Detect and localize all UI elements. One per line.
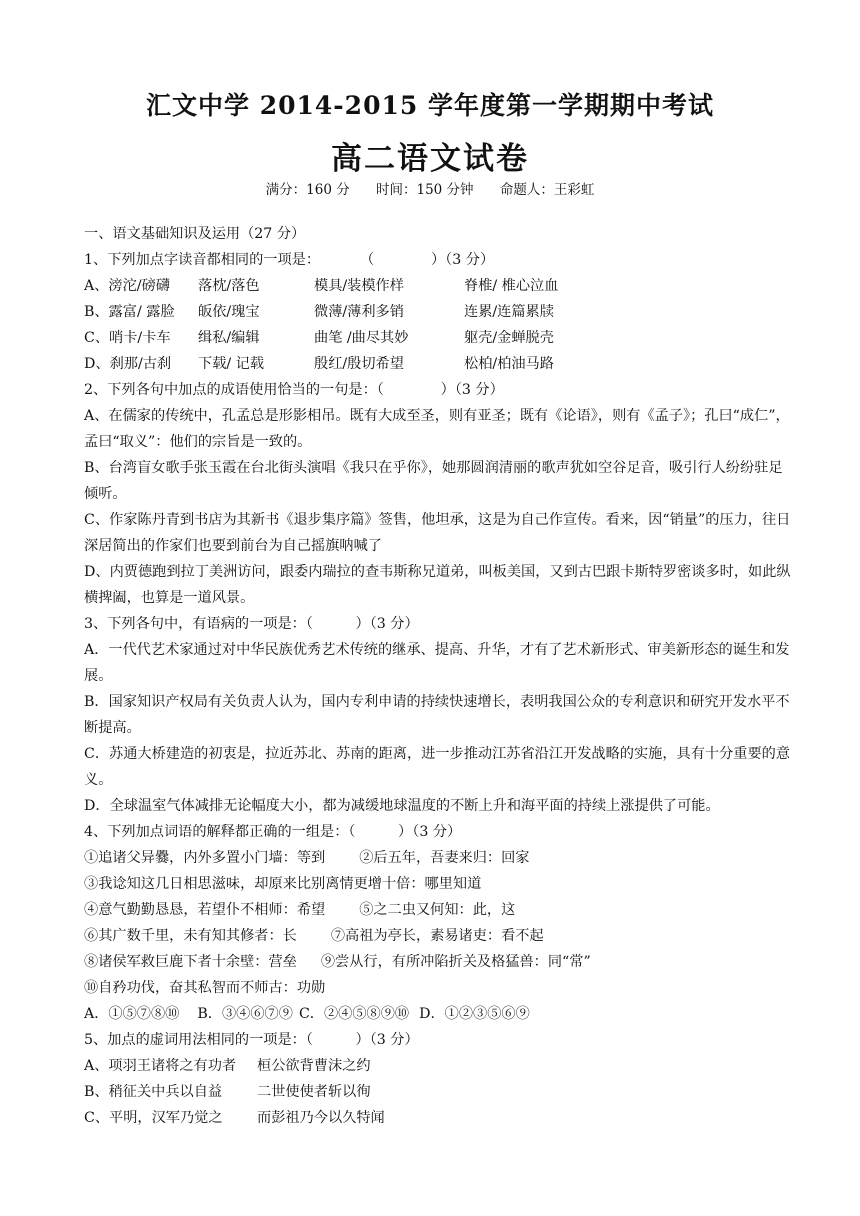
answer-blank: （ ）（3 分） [360, 252, 495, 268]
question-1-stem: 1、下列加点字读音都相同的一项是： （ ）（3 分） [84, 252, 495, 268]
q2-option-c: C、作家陈丹青到书店为其新书《退步集序篇》签售，他坦承，这是为自己作宣传。看来，因“销量”的压力，往日深居简出的作家们也要到前台为自己摇旗呐喊了 [84, 512, 791, 554]
q1-option-row: A、滂沱/磅礴 落枕/落色 模具/装模作样 脊椎/ 椎心泣血 [84, 278, 559, 294]
q4-item-row: ⑩自矜功伐，奋其私智而不师古：功勋 [84, 980, 326, 996]
q1-option-row: D、刹那/古刹 下载/ 记载 殷红/殷切希望 松柏/柏油马路 [84, 356, 554, 372]
exam-meta [0, 178, 860, 198]
q4-item-row: ③我谂知这几日相思滋味，却原来比别离情更增十倍：哪里知道 [84, 876, 482, 892]
question-3-stem: 3、下列各句中，有语病的一项是：（ ）（3 分） [84, 616, 419, 632]
question-5-stem: 5、加点的虚词用法相同的一项是：（ ）（3 分） [84, 1032, 419, 1048]
q4-choice-a: A．①⑤⑦⑧⑩ [84, 1006, 180, 1022]
q4-choice-b: B．③④⑥⑦⑨ [197, 1006, 293, 1022]
q1-option-row: B、露富/ 露脸 皈依/瑰宝 微薄/薄利多销 连累/连篇累牍 [84, 304, 554, 320]
q4-choices [84, 1001, 792, 1027]
q5-option-row: A、项羽王诸将之有功者 桓公欲背曹沫之约 [84, 1058, 371, 1074]
q5-option-row: C、平明，汉军乃觉之 而彭祖乃今以久特闻 [84, 1110, 385, 1126]
q5-option-row: B、稍征关中兵以自益 二世使使者斩以徇 [84, 1084, 371, 1100]
question-2-stem: 2、下列各句中加点的成语使用恰当的一句是：（ ）（3 分） [84, 382, 504, 398]
q4-choice-c: C．②④⑤⑧⑨⑩ [298, 1006, 410, 1022]
exam-paper-title: 高二语文试卷 [331, 141, 529, 177]
q2-option-d: D、内贾德跑到拉丁美洲访问，跟委内瑞拉的查韦斯称兄道弟，叫板美国，又到古巴跟卡斯特罗密谈多时，如此纵横捭阖，也算是一道风景。 [84, 564, 791, 606]
q4-item-row: ④意气勤勤恳恳，若望仆不相师：希望 ⑤之二虫又何知：此，这 [84, 902, 516, 918]
q3-option-c: C．苏通大桥建造的初衷是，拉近苏北、苏南的距离，进一步推动江苏省沿江开发战略的实施，具有十分重要的意义。 [84, 746, 791, 788]
q2-option-b: B、台湾盲女歌手张玉霞在台北街头演唱《我只在乎你》，她那圆润清丽的歌声犹如空谷足音，吸引行人纷纷驻足倾听。 [84, 460, 783, 502]
q4-choice-d: D．①②③⑤⑥⑨ [419, 1006, 530, 1022]
q4-item-row: ⑥其广数千里，未有知其修者：长 ⑦高祖为亭长，素易诸吏：看不起 [84, 928, 544, 944]
exam-author: 命题人：王彩虹 [499, 182, 595, 198]
question-4-stem: 4、下列加点词语的解释都正确的一组是：（ ）（3 分） [84, 824, 462, 840]
school-exam-title: 汇文中学 2014-2015 学年度第一学期期中考试 [146, 91, 714, 120]
q3-option-b: B．国家知识产权局有关负责人认为，国内专利申请的持续快速增长，表明我国公众的专利意识和研究开发水平不断提高。 [84, 694, 790, 736]
q4-item-row: ①追诸父异爨，内外多置小门墙：等到 ②后五年，吾妻来归：回家 [84, 850, 530, 866]
section-heading: 一、语文基础知识及运用（27 分） [84, 226, 306, 242]
q1-option-row: C、哨卡/卡车 缉私/编辑 曲笔 /曲尽其妙 躯壳/金蝉脱壳 [84, 330, 554, 346]
exam-content [84, 221, 792, 1131]
exam-time: 时间：150 分钟 [376, 182, 474, 198]
q2-option-a: A、在儒家的传统中，孔孟总是形影相吊。既有大成至圣，则有亚圣；既有《论语》，则有《孟子》；孔曰“成仁”，孟曰“取义”：他们的宗旨是一致的。 [84, 408, 790, 450]
q4-item-row: ⑧诸侯军救巨鹿下者十余壁：营垒 ⑨尝从行，有所冲陷折关及格猛兽：同“常” [84, 954, 591, 970]
full-score: 满分：160 分 [265, 182, 350, 198]
q3-option-d: D．全球温室气体减排无论幅度大小，都为减缓地球温度的不断上升和海平面的持续上涨提供了可能。 [84, 798, 720, 814]
q3-option-a: A．一代代艺术家通过对中华民族优秀艺术传统的继承、提高、升华，才有了艺术新形式、审美新形态的诞生和发展。 [84, 642, 790, 684]
